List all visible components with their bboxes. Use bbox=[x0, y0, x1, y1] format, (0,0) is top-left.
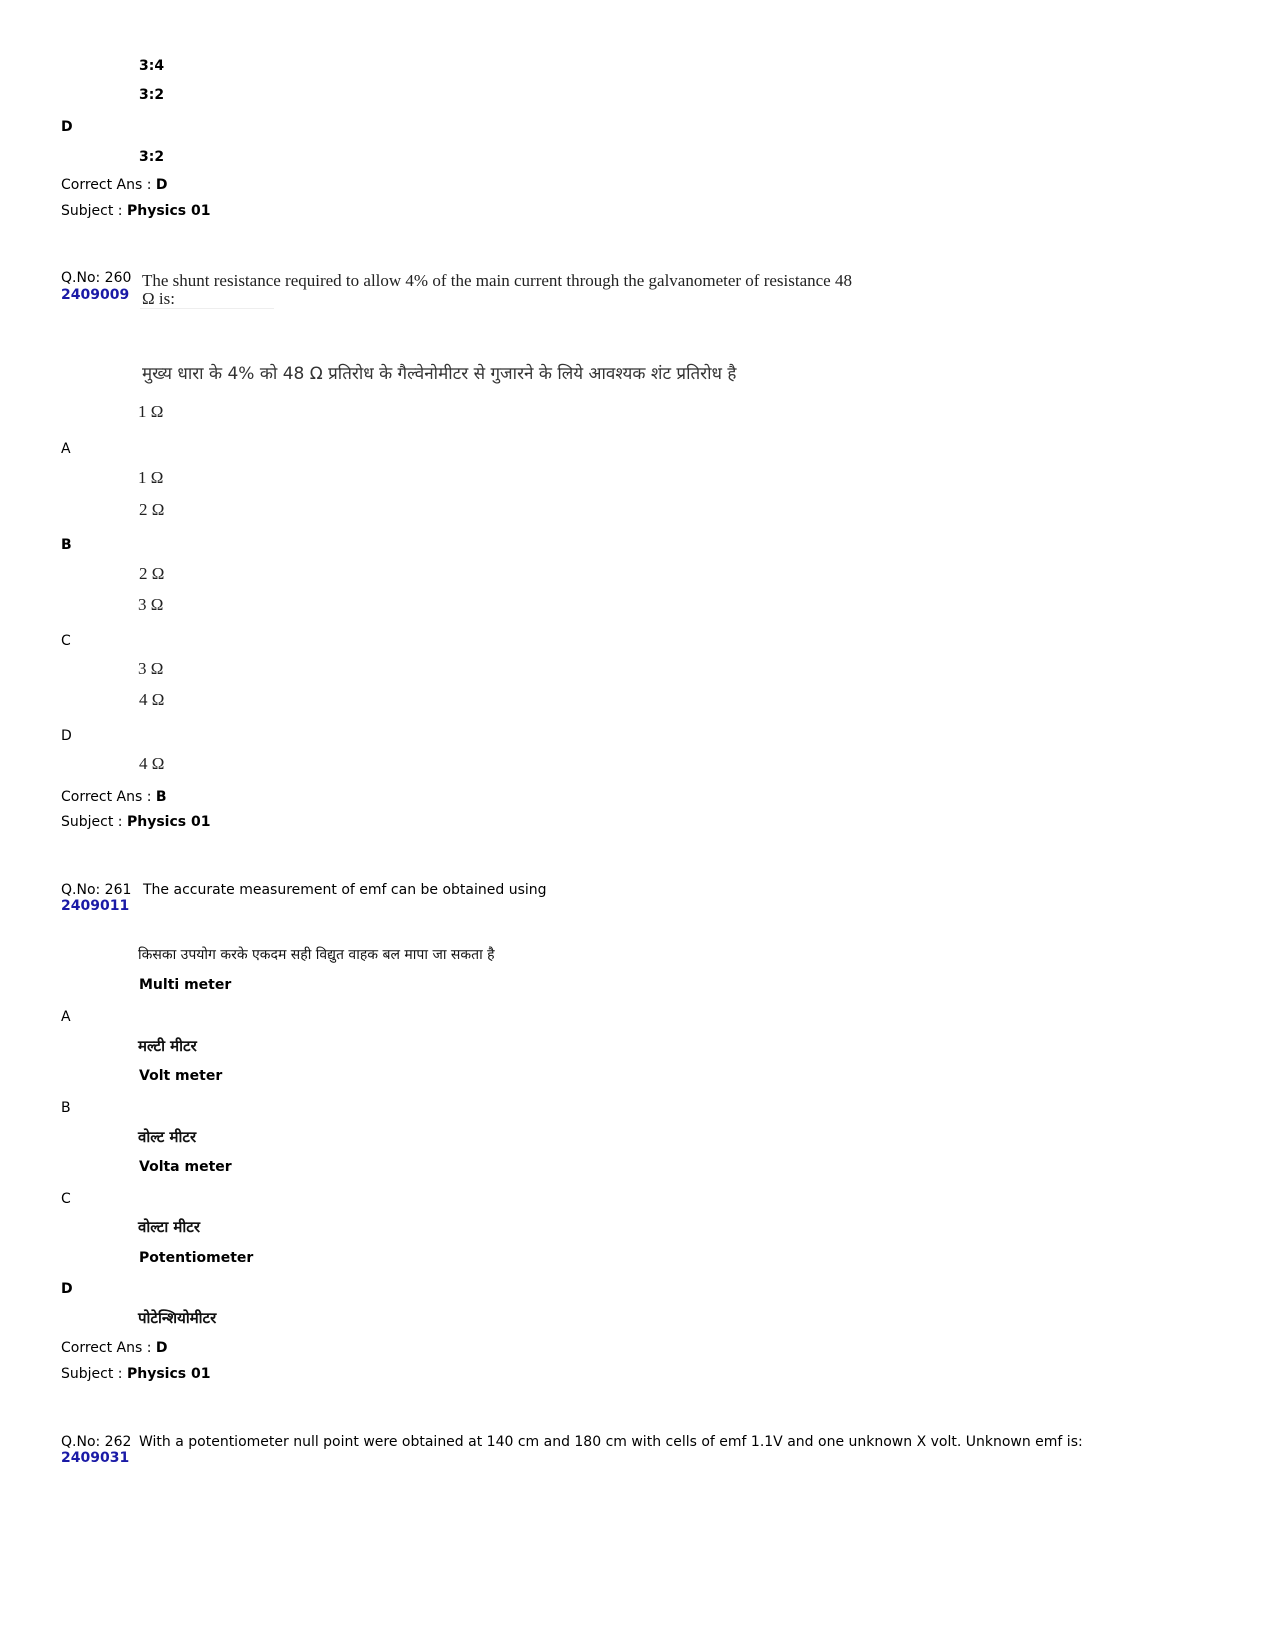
question-text-hi: मुख्य धारा के 4% को 48 Ω प्रतिरोध के गैल्वेनोमीटर से गुजारने के लिये आवश्यक शंट प्रतिरोध है bbox=[142, 364, 737, 384]
question-id: 2409011 bbox=[61, 898, 130, 914]
question-id: 2409031 bbox=[61, 1450, 130, 1466]
option-text-hi: पोटेन्शियोमीटर bbox=[138, 1309, 217, 1327]
subject bbox=[61, 1365, 210, 1383]
correct-answer bbox=[61, 1339, 168, 1357]
option-text-en: Multi meter bbox=[139, 977, 232, 993]
correct-answer bbox=[61, 788, 167, 806]
subject-label: Subject : bbox=[61, 203, 123, 219]
correct-answer-label: Correct Ans : bbox=[61, 177, 152, 193]
option-letter-c: C bbox=[61, 633, 71, 649]
question-id: 2409009 bbox=[61, 287, 130, 303]
question-text-en: With a potentiometer null point were obtained at 140 cm and 180 cm with cells of emf 1.1V and one unknown X volt. Unknown emf is: bbox=[139, 1434, 1083, 1450]
question-text-hi: किसका उपयोग करके एकदम सही विद्युत वाहक बल मापा जा सकता है bbox=[138, 947, 495, 963]
subject-label: Subject : bbox=[61, 814, 123, 830]
question-text-en-line2: Ω is: bbox=[142, 289, 175, 308]
option-text: 3:2 bbox=[139, 149, 165, 165]
option-text-en: 2 Ω bbox=[139, 500, 165, 519]
correct-answer-label: Correct Ans : bbox=[61, 789, 152, 805]
subject-value: Physics 01 bbox=[126, 1366, 211, 1382]
option-text-en: Potentiometer bbox=[139, 1250, 254, 1266]
correct-answer bbox=[61, 176, 168, 194]
subject-value: Physics 01 bbox=[126, 814, 211, 830]
correct-answer-value: D bbox=[155, 177, 168, 193]
option-letter-d: D bbox=[61, 1281, 73, 1297]
option-text-en: 3 Ω bbox=[138, 595, 164, 614]
option-text-hi: 3 Ω bbox=[138, 659, 164, 678]
correct-answer-label: Correct Ans : bbox=[61, 1340, 152, 1356]
correct-answer-value: B bbox=[155, 789, 167, 805]
option-text-hi: 1 Ω bbox=[138, 468, 164, 487]
option-letter-d: D bbox=[61, 119, 73, 135]
option-text: 3:4 bbox=[139, 58, 165, 74]
subject bbox=[61, 202, 210, 220]
option-text-en: 1 Ω bbox=[138, 402, 164, 421]
correct-answer-value: D bbox=[155, 1340, 168, 1356]
option-letter-d: D bbox=[61, 728, 72, 744]
subject-label: Subject : bbox=[61, 1366, 123, 1382]
option-text-en: 4 Ω bbox=[139, 690, 165, 709]
question-number: Q.No: 262 bbox=[61, 1434, 132, 1450]
option-text-hi: 4 Ω bbox=[139, 754, 165, 773]
option-text-en: Volt meter bbox=[139, 1068, 223, 1084]
option-text-hi: वोल्ट मीटर bbox=[138, 1128, 197, 1146]
question-text-en: The shunt resistance required to allow 4% of the main current through the galvanometer of resistance 48 bbox=[142, 271, 852, 290]
option-letter-b: B bbox=[61, 537, 72, 553]
question-number: Q.No: 260 bbox=[61, 270, 132, 286]
question-number: Q.No: 261 bbox=[61, 882, 132, 898]
option-letter-c: C bbox=[61, 1191, 71, 1207]
option-text: 3:2 bbox=[139, 87, 165, 103]
option-text-hi: वोल्टा मीटर bbox=[138, 1218, 200, 1236]
question-text-en: The accurate measurement of emf can be obtained using bbox=[143, 882, 547, 898]
option-letter-a: A bbox=[61, 1009, 71, 1025]
option-letter-b: B bbox=[61, 1100, 71, 1116]
option-text-hi: मल्टी मीटर bbox=[138, 1037, 197, 1055]
subject-value: Physics 01 bbox=[126, 203, 211, 219]
subject bbox=[61, 813, 210, 831]
option-text-hi: 2 Ω bbox=[139, 564, 165, 583]
option-text-en: Volta meter bbox=[139, 1159, 232, 1175]
option-letter-a: A bbox=[61, 441, 71, 457]
